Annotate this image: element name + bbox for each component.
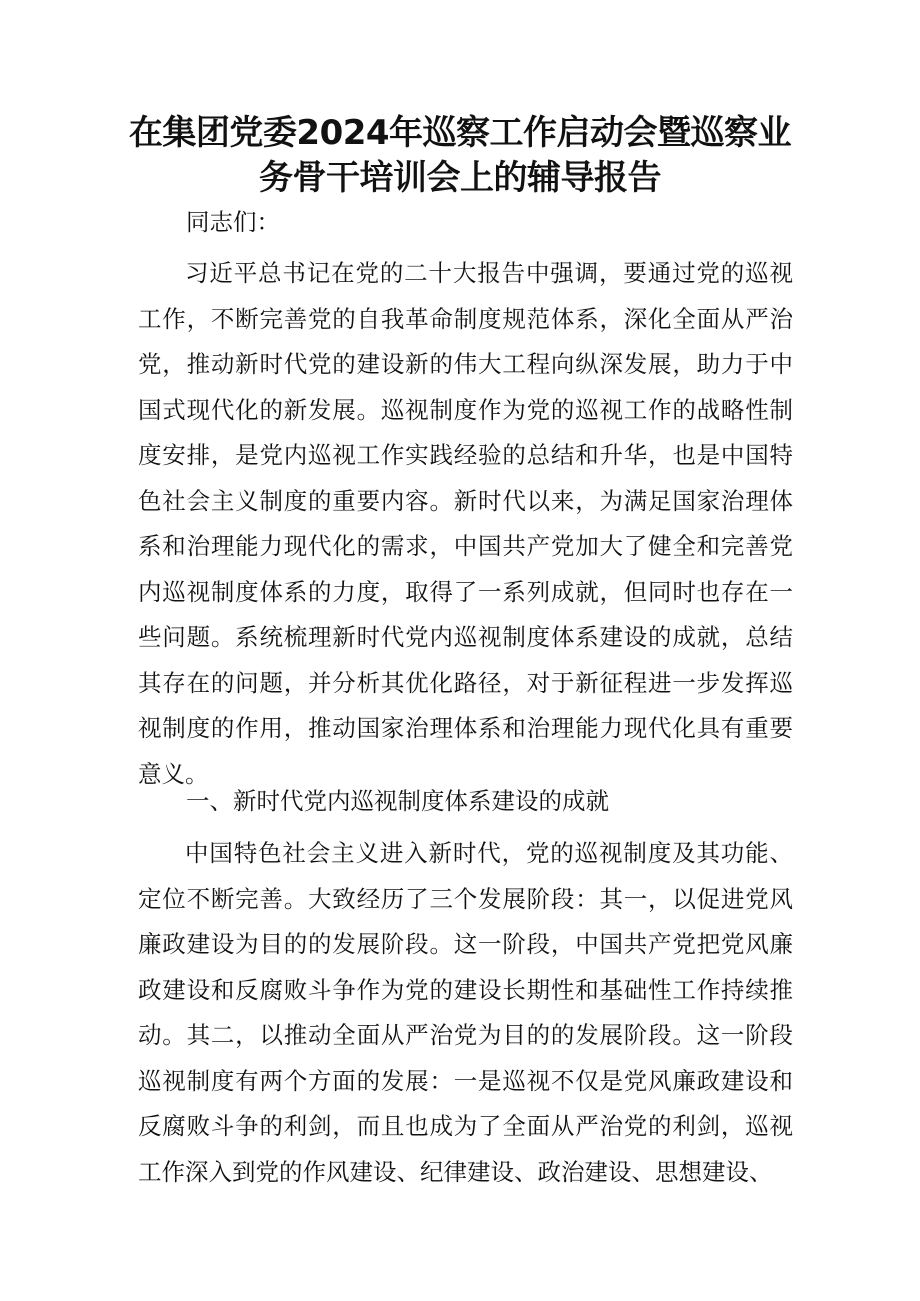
document-title-line-2: 务骨干培训会上的辅导报告 <box>259 158 661 198</box>
section-heading-1: 一、新时代党内巡视制度体系建设的成就 <box>186 787 609 815</box>
document-title-line-1: 在集团党委2024年巡察工作启动会暨巡察业 <box>128 113 792 153</box>
salutation: 同志们： <box>186 208 280 236</box>
paragraph-1: 习近平总书记在党的二十大报告中强调，要通过党的巡视工作，不断完善党的自我革命制度规范体系，深化全面从严治党，推动新时代党的建设新的伟大工程向纵深发展，助力于中国式现代化的新发展。巡视制度作为党的巡视工作的战略性制度安排，是党内巡视工作实践经验的总结和升华，也是中国特色社会主义制度的重要内容。新时代以来，为满足国家治理体系和治理能力现代化的需求，中国共产党加大了健全和完善党内巡视制度体系的力度，取得了一系列成就，但同时也存在一些问题。系统梳理新时代党内巡视制度体系建设的成就，总结其存在的问题，并分析其优化路径，对于新征程进一步发挥巡视制度的作用，推动国家治理体系和治理能力现代化具有重要意义。 <box>138 259 793 788</box>
paragraph-2: 中国特色社会主义进入新时代，党的巡视制度及其功能、定位不断完善。大致经历了三个发展阶段：其一，以促进党风廉政建设为目的的发展阶段。这一阶段，中国共产党把党风廉政建设和反腐败斗争作为党的建设长期性和基础性工作持续推动。其二，以推动全面从严治党为目的的发展阶段。这一阶段巡视制度有两个方面的发展：一是巡视不仅是党风廉政建设和反腐败斗争的利剑，而且也成为了全面从严治党的利剑，巡视工作深入到党的作风建设、纪律建设、政治建设、思想建设、 <box>138 839 793 1186</box>
